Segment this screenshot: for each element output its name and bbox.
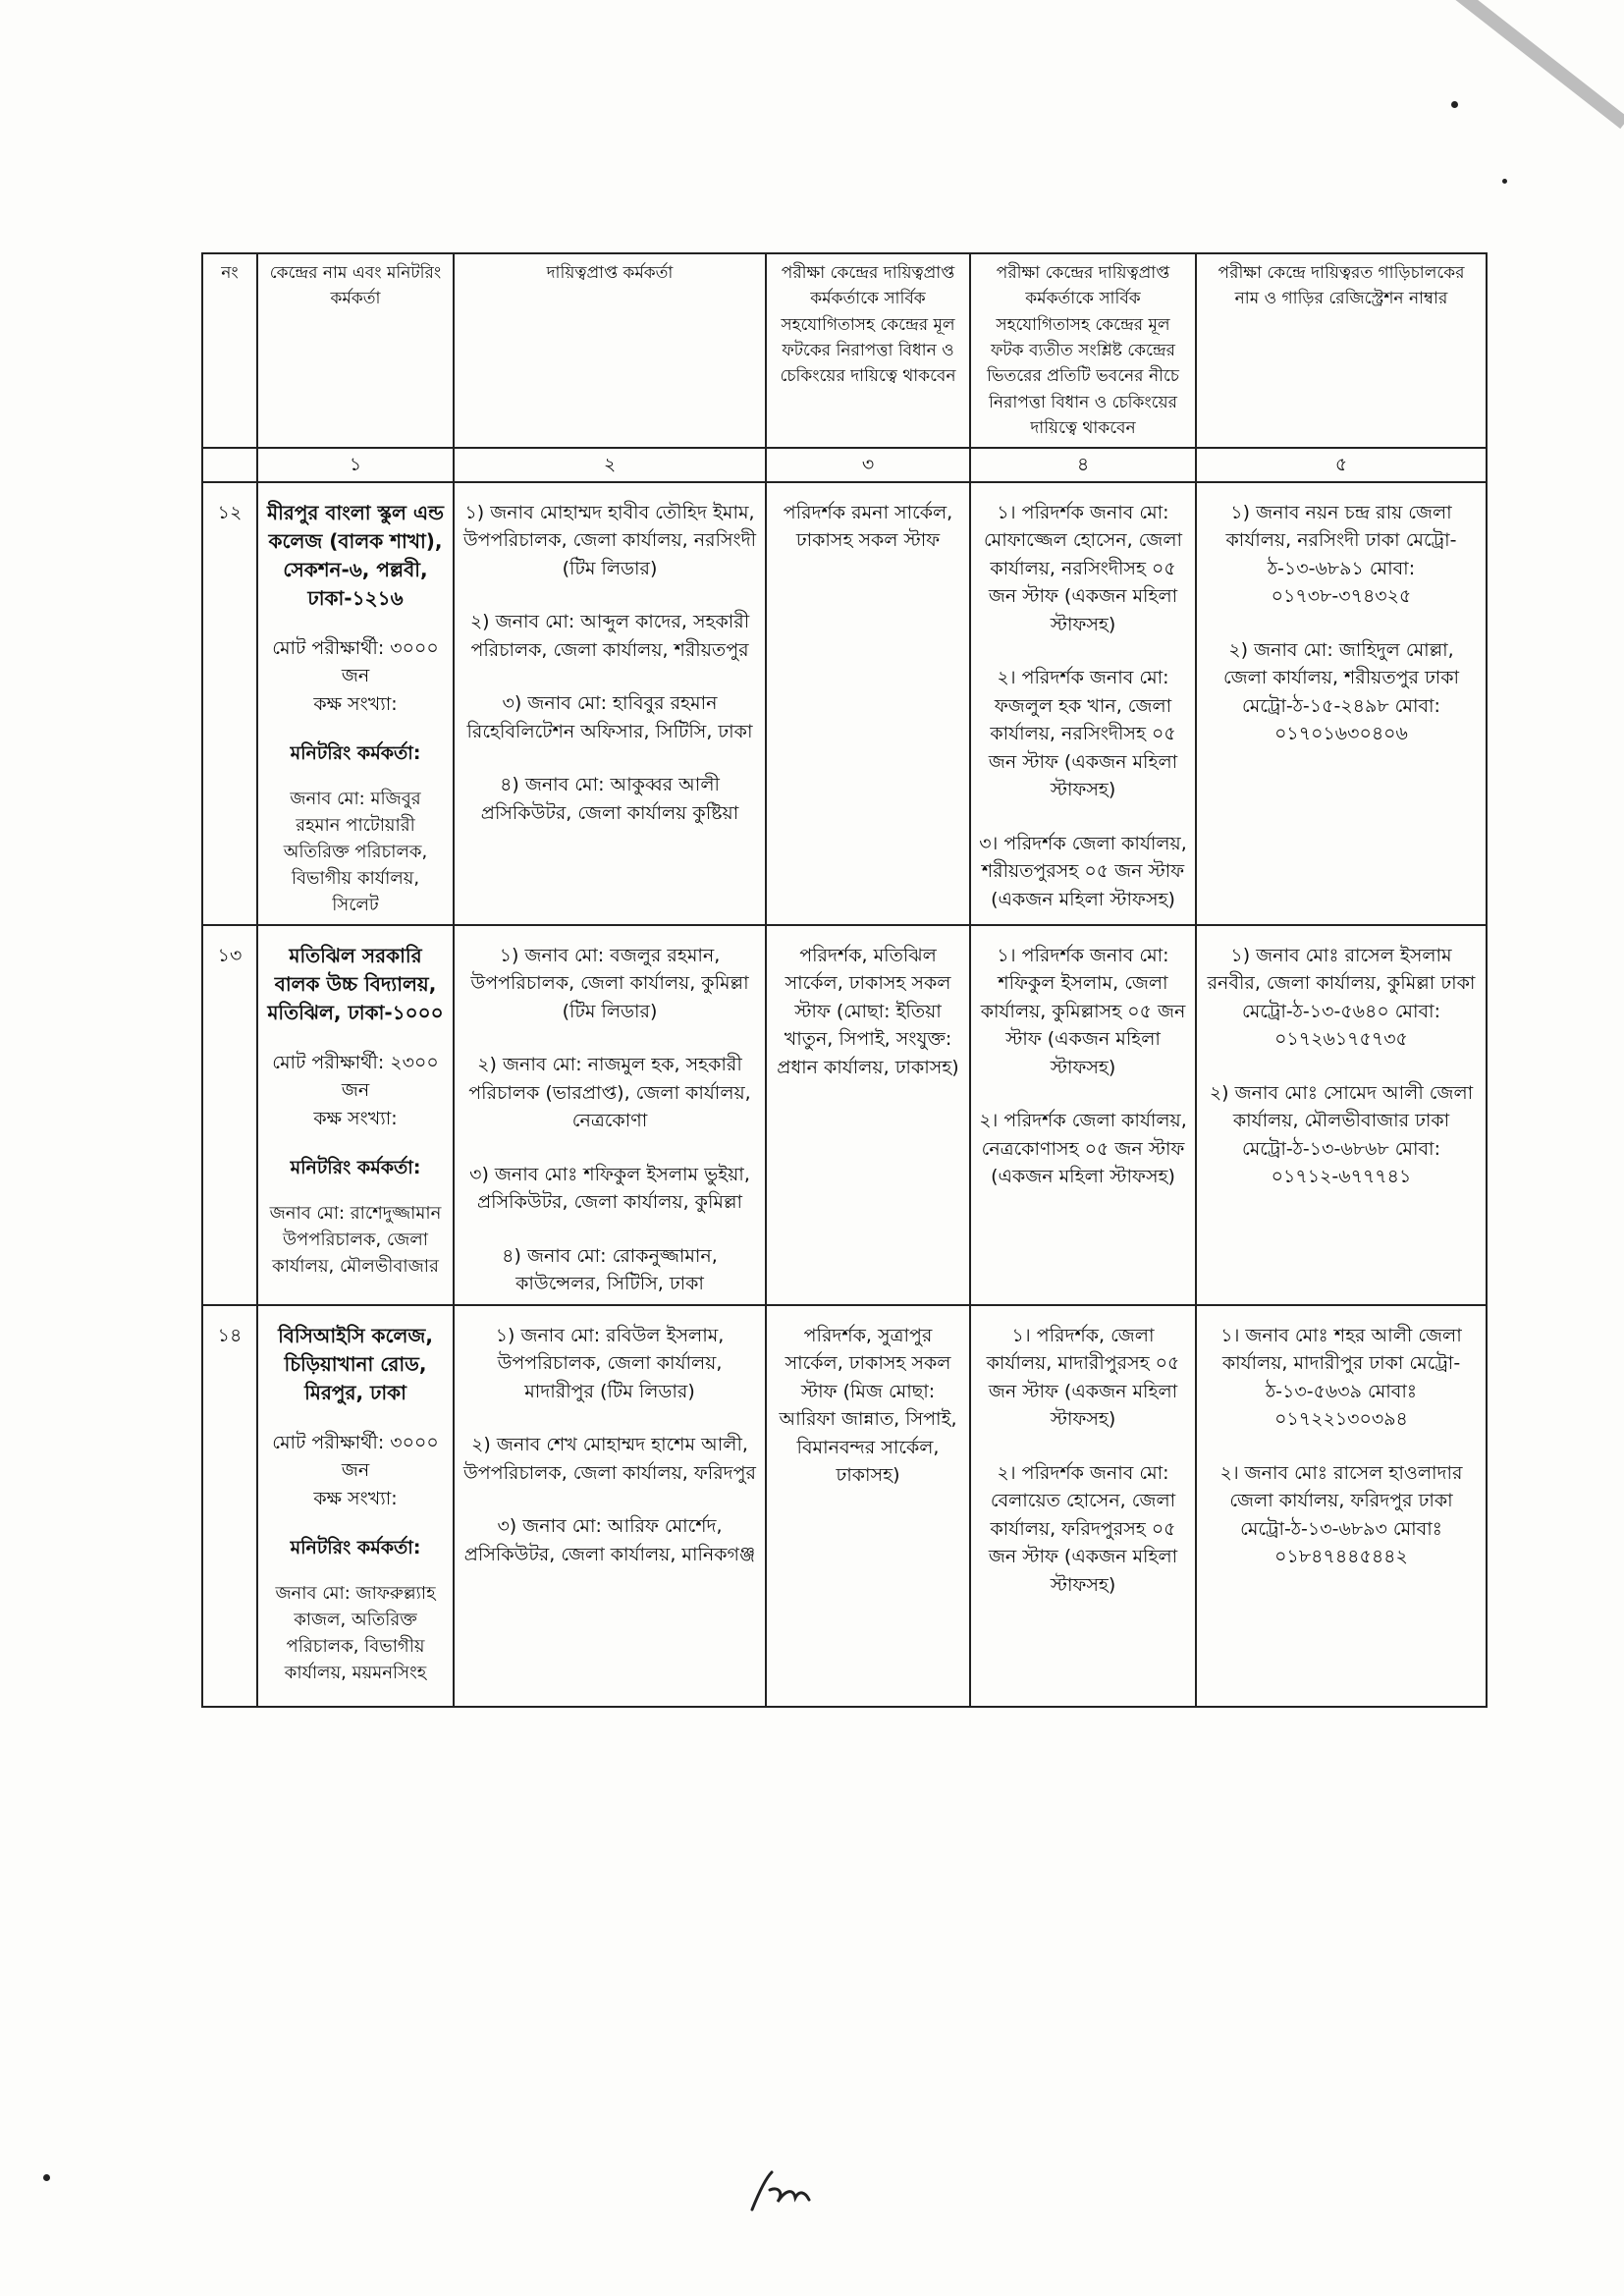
driver-item: ১) জনাব নয়ন চন্দ্র রায় জেলা কার্যালয়, নরসিংদী ঢাকা মেট্রো-ঠ-১৩-৬৮৯১ মোবা: ০১৭৩৮-৩৭৪৩২৫ (1225, 501, 1457, 608)
center-cell (257, 925, 454, 1305)
table-row (202, 482, 1487, 925)
room-count: কক্ষ সংখ্যা: (313, 1107, 398, 1129)
header-inside-security: পরীক্ষা কেন্দ্রের দায়িত্বপ্রাপ্ত কর্মকর্তাকে সার্বিক সহযোগিতাসহ কেন্দ্রের মূল ফটক ব্যতীত সংশ্লিষ্ট কেন্দ্রের ভিতরের প্রতিটি ভবনের নীচে নিরাপত্তা বিধান ও চেকিংয়ের দায়িত্বে থাকবেন (970, 253, 1196, 448)
serial-number: ১২ (202, 482, 257, 925)
header-row (202, 253, 1487, 448)
header-gate-security: পরীক্ষা কেন্দ্রের দায়িত্বপ্রাপ্ত কর্মকর্তাকে সার্বিক সহযোগিতাসহ কেন্দ্রের মূল ফটকের নিরাপত্তা বিধান ও চেকিংয়ের দায়িত্বে থাকবেন (766, 253, 970, 448)
center-cell (257, 1305, 454, 1707)
officer-item: ৪) জনাব মো: আকুব্বর আলী প্রসিকিউটর, জেলা কার্যালয় কুষ্টিয়া (480, 774, 739, 824)
scan-speck (43, 2174, 50, 2181)
center-name: মতিঝিল সরকারি বালক উচ্চ বিদ্যালয়, মতিঝিল, ঢাকা-১০০০ (267, 943, 444, 1024)
officer-item: ৩) জনাব মো: আরিফ মোর্শেদ, প্রসিকিউটর, জেলা কার্যালয়, মানিকগঞ্জ (463, 1515, 756, 1565)
gate-security-cell (766, 1305, 970, 1707)
monitoring-officer-label: মনিটরিং কর্মকর্তা: (290, 1537, 421, 1559)
column-number-blank (202, 448, 257, 482)
handwritten-page-mark (746, 2160, 825, 2219)
inside-security-item: ১। পরিদর্শক জনাব মো: মোফাজ্জেল হোসেন, জেলা কার্যালয়, নরসিংদীসহ ০৫ জন স্টাফ (একজন মহিলা স্টাফসহ) (983, 501, 1183, 635)
officers-cell (454, 482, 766, 925)
column-number-1: ১ (257, 448, 454, 482)
monitoring-officer: জনাব মো: রাশেদুজ্জামান উপপরিচালক, জেলা কার্যালয়, মৌলভীবাজার (269, 1202, 442, 1277)
officer-item: ৪) জনাব মো: রোকনুজ্জামান, কাউন্সেলর, সিটিসি, ঢাকা (502, 1244, 718, 1295)
gate-security-cell (766, 482, 970, 925)
officers-cell (454, 1305, 766, 1707)
inside-security-item: ২। পরিদর্শক জনাব মো: ফজলুল হক খান, জেলা কার্যালয়, নরসিংদীসহ ০৫ জন স্টাফ (একজন মহিলা স্টাফসহ) (988, 667, 1178, 801)
officer-item: ২) জনাব মো: নাজমুল হক, সহকারী পরিচালক (ভারপ্রাপ্ত), জেলা কার্যালয়, নেত্রকোণা (468, 1054, 751, 1132)
column-number-4: ৪ (970, 448, 1196, 482)
scan-shadow-edge (1419, 0, 1624, 129)
serial-number: ১৩ (202, 925, 257, 1305)
officer-item: ৩) জনাব মো: হাবিবুর রহমান রিহেবিলিটেশন অফিসার, সিটিসি, ঢাকা (466, 692, 753, 742)
header-responsible-officers: দায়িত্বপ্রাপ্ত কর্মকর্তা (454, 253, 766, 448)
table-row (202, 925, 1487, 1305)
inside-security-item: ৩। পরিদর্শক জেলা কার্যালয়, শরীয়তপুরসহ ০৫ জন স্টাফ (একজন মহিলা স্টাফসহ) (979, 832, 1187, 910)
total-examinees: মোট পরীক্ষার্থী: ৩০০০ জন (272, 1431, 439, 1482)
officer-item: ১) জনাব মো: বজলুর রহমান, উপপরিচালক, জেলা কার্যালয়, কুমিল্লা (টিম লিডার) (470, 944, 749, 1022)
inside-security-cell (970, 1305, 1196, 1707)
officer-item: ১) জনাব মোহাম্মদ হাবীব তৌহিদ ইমাম, উপপরিচালক, জেলা কার্যালয়, নরসিংদী (টিম লিডার) (462, 501, 757, 579)
gate-security-item: পরিদর্শক রমনা সার্কেল, ঢাকাসহ সকল স্টাফ (783, 501, 953, 552)
total-examinees: মোট পরীক্ষার্থী: ৩০০০ জন (272, 636, 439, 687)
gate-security-cell (766, 925, 970, 1305)
drivers-cell (1196, 925, 1487, 1305)
driver-item: ১) জনাব মোঃ রাসেল ইসলাম রনবীর, জেলা কার্যালয়, কুমিল্লা ঢাকা মেট্রো-ঠ-১৩-৫৬৪০ মোবা: ০১৭২৬১৭৫৭৩৫ (1207, 944, 1476, 1051)
center-name: মীরপুর বাংলা স্কুল এন্ড কলেজ (বালক শাখা), সেকশন-৬, পল্লবী, ঢাকা-১২১৬ (266, 500, 445, 610)
officer-item: ২) জনাব শেখ মোহাম্মদ হাশেম আলী, উপপরিচালক, জেলা কার্যালয়, ফরিদপুর (463, 1434, 756, 1484)
header-serial: নং (202, 253, 257, 448)
handwritten-stroke (752, 2172, 809, 2210)
inside-security-item: ২। পরিদর্শক জনাব মো: বেলায়েত হোসেন, জেলা কার্যালয়, ফরিদপুরসহ ০৫ জন স্টাফ (একজন মহিলা স্টাফসহ) (988, 1461, 1178, 1596)
drivers-cell (1196, 482, 1487, 925)
inside-security-item: ১। পরিদর্শক জনাব মো: শফিকুল ইসলাম, জেলা কার্যালয়, কুমিল্লাসহ ০৫ জন স্টাফ (একজন মহিলা স্টাফসহ) (980, 944, 1186, 1078)
driver-item: ১। জনাব মোঃ শহর আলী জেলা কার্যালয়, মাদারীপুর ঢাকা মেট্রো-ঠ-১৩-৫৬৩৯ মোবাঃ ০১৭২২১৩০৩৯৪ (1220, 1324, 1462, 1431)
column-number-5: ৫ (1196, 448, 1487, 482)
monitoring-officer-label: মনিটরিং কর্মকর্তা: (290, 742, 421, 765)
inside-security-item: ২। পরিদর্শক জেলা কার্যালয়, নেত্রকোণাসহ ০৫ জন স্টাফ (একজন মহিলা স্টাফসহ) (979, 1110, 1187, 1188)
inside-security-cell (970, 925, 1196, 1305)
scan-speck (1451, 101, 1458, 108)
center-cell (257, 482, 454, 925)
drivers-cell (1196, 1305, 1487, 1707)
inside-security-cell (970, 482, 1196, 925)
room-count: কক্ষ সংখ্যা: (313, 692, 398, 715)
gate-security-item: পরিদর্শক, মতিঝিল সার্কেল, ঢাকাসহ সকল স্টাফ (মোছা: ইতিয়া খাতুন, সিপাই, সংযুক্ত: প্রধান কার্যালয়, ঢাকাসহ) (777, 944, 959, 1078)
officer-item: ১) জনাব মো: রবিউল ইসলাম, উপপরিচালক, জেলা কার্যালয়, মাদারীপুর (টিম লিডার) (495, 1324, 725, 1402)
column-number-2: ২ (454, 448, 766, 482)
officers-cell (454, 925, 766, 1305)
monitoring-officer-label: মনিটরিং কর্মকর্তা: (290, 1157, 421, 1179)
table-row (202, 1305, 1487, 1707)
monitoring-officer: জনাব মো: জাফরুল্ল্যাহ কাজল, অতিরিক্ত পরিচালক, বিভাগীয় কার্যালয়, ময়মনসিংহ (275, 1582, 436, 1683)
scan-speck (1502, 179, 1507, 184)
serial-number: ১৪ (202, 1305, 257, 1707)
driver-item: ২) জনাব মোঃ সোমেদ আলী জেলা কার্যালয়, মৌলভীবাজার ঢাকা মেট্রো-ঠ-১৩-৬৮৬৮ মোবা: ০১৭১২-৬৭৭৭৪১ (1209, 1081, 1474, 1188)
center-name: বিসিআইসি কলেজ, চিড়িয়াখানা রোড, মিরপুর, ঢাকা (278, 1323, 433, 1404)
total-examinees: মোট পরীক্ষার্থী: ২৩০০ জন (272, 1051, 439, 1102)
monitoring-officer: জনাব মো: মজিবুর রহমান পাটোয়ারী অতিরিক্ত পরিচালক, বিভাগীয় কার্যালয়, সিলেট (283, 788, 428, 915)
header-drivers: পরীক্ষা কেন্দ্রে দায়িত্বরত গাড়িচালকের নাম ও গাড়ির রেজিস্ট্রেশন নাম্বার (1196, 253, 1487, 448)
gate-security-item: পরিদর্শক, সুত্রাপুর সার্কেল, ঢাকাসহ সকল স্টাফ (মিজ মোছা: আরিফা জান্নাত, সিপাই, বিমানবন্দর সার্কেল, ঢাকাসহ) (779, 1324, 957, 1487)
room-count: কক্ষ সংখ্যা: (313, 1487, 398, 1509)
driver-item: ২। জনাব মোঃ রাসেল হাওলাদার জেলা কার্যালয়, ফরিদপুর ঢাকা মেট্রো-ঠ-১৩-৬৮৯৩ মোবাঃ ০১৮৪৭৪৪৫৪৪২ (1219, 1461, 1463, 1568)
officer-item: ৩) জনাব মোঃ শফিকুল ইসলাম ভুইয়া, প্রসিকিউটর, জেলা কার্যালয়, কুমিল্লা (469, 1163, 750, 1214)
duty-roster-table (201, 252, 1488, 1708)
driver-item: ২) জনাব মো: জাহিদুল মোল্লা, জেলা কার্যালয়, শরীয়তপুর ঢাকা মেট্রো-ঠ-১৫-২৪৯৮ মোবা: ০১৭০১৬৩০৪০৬ (1222, 638, 1460, 745)
header-center-name: কেন্দ্রের নাম এবং মনিটরিং কর্মকর্তা (257, 253, 454, 448)
column-number-3: ৩ (766, 448, 970, 482)
inside-security-item: ১। পরিদর্শক, জেলা কার্যালয়, মাদারীপুরসহ ০৫ জন স্টাফ (একজন মহিলা স্টাফসহ) (986, 1324, 1180, 1431)
officer-item: ২) জনাব মো: আব্দুল কাদের, সহকারী পরিচালক, জেলা কার্যালয়, শরীয়তপুর (469, 611, 750, 661)
column-number-row (202, 448, 1487, 482)
